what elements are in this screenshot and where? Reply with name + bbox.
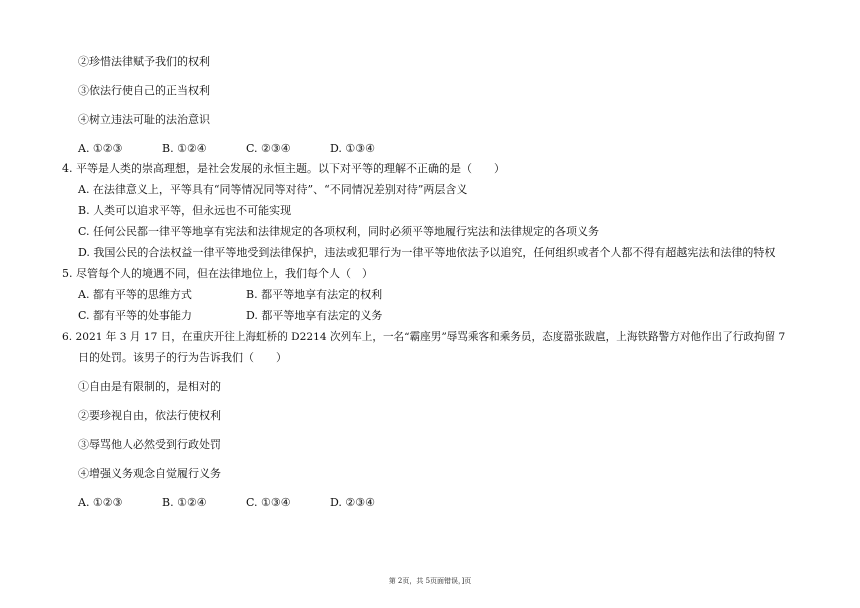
q6-option-b: B. ①②④ bbox=[162, 496, 207, 509]
q6-item-4: ④增强义务观念自觉履行义务 bbox=[78, 467, 221, 480]
q6-option-c: C. ①③④ bbox=[246, 496, 291, 509]
q4-option-a: A. 在法律意义上，平等具有“同等情况同等对待”、“不同情况差别对待”两层含义 bbox=[78, 183, 468, 196]
q5-option-b: B. 都平等地享有法定的权利 bbox=[246, 288, 383, 301]
q6-item-1: ①自由是有限制的，是相对的 bbox=[78, 380, 221, 393]
q5-option-a: A. 都有平等的思维方式 bbox=[78, 288, 192, 301]
q3-option-a: A. ①②③ bbox=[78, 142, 123, 155]
q4-stem: 4. 平等是人类的崇高理想，是社会发展的永恒主题。以下对平等的理解不正确的是（ ） bbox=[62, 162, 505, 175]
q3-item-4: ④树立违法可耻的法治意识 bbox=[78, 113, 210, 126]
q5-option-c: C. 都有平等的处事能力 bbox=[78, 309, 193, 322]
q4-option-c: C. 任何公民都一律平等地享有宪法和法律规定的各项权利，同时必须平等地履行宪法和法律规定的各项义务 bbox=[78, 225, 600, 238]
q3-option-d: D. ①③④ bbox=[330, 142, 376, 155]
q5-option-d: D. 都平等地享有法定的义务 bbox=[246, 309, 383, 322]
q3-item-3: ③依法行使自己的正当权利 bbox=[78, 84, 210, 97]
q4-option-d: D. 我国公民的合法权益一律平等地受到法律保护，违法或犯罪行为一律平等地依法予以追究，任何组织或者个人都不得有超越宪法和法律的特权 bbox=[78, 246, 776, 259]
q5-stem: 5. 尽管每个人的境遇不同，但在法律地位上，我们每个人（ ） bbox=[62, 267, 373, 280]
q6-stem-line2: 日的处罚。该男子的行为告诉我们（ ） bbox=[78, 351, 287, 364]
q3-option-c: C. ②③④ bbox=[246, 142, 291, 155]
q4-option-b: B. 人类可以追求平等，但永远也不可能实现 bbox=[78, 204, 292, 217]
q3-item-2: ②珍惜法律赋予我们的权利 bbox=[78, 55, 210, 68]
page-footer: 第 2页，共 5页面错误，]页 bbox=[388, 577, 472, 585]
q6-option-d: D. ②③④ bbox=[330, 496, 376, 509]
q6-item-2: ②要珍视自由，依法行使权利 bbox=[78, 409, 221, 422]
q6-option-a: A. ①②③ bbox=[78, 496, 123, 509]
q6-stem-line1: 6. 2021 年 3 月 17 日，在重庆开往上海虹桥的 D2214 次列车上，一名“霸座男”辱骂乘客和乘务员，态度嚣张跋扈，上海铁路警方对他作出了行政拘留 7 bbox=[62, 331, 786, 343]
q6-item-3: ③辱骂他人必然受到行政处罚 bbox=[78, 438, 221, 451]
q3-option-b: B. ①②④ bbox=[162, 142, 207, 155]
